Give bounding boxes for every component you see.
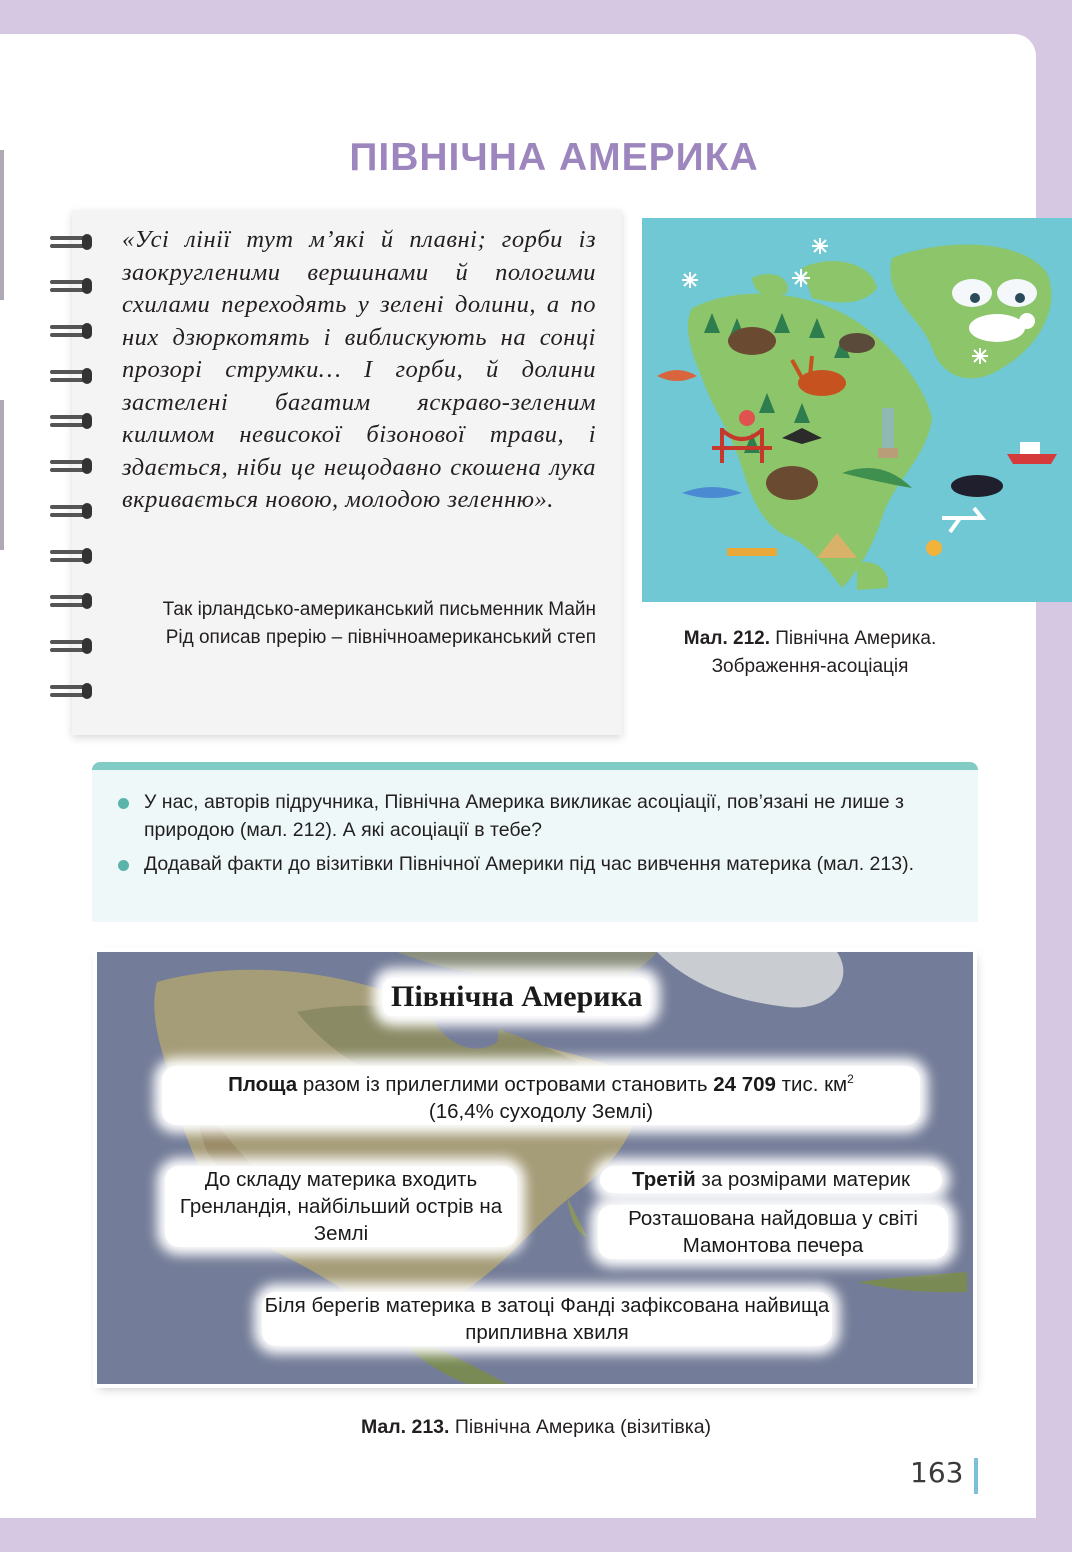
fact-greenland: До складу материка входить Гренландія, найбільший острів на Землі bbox=[165, 1166, 517, 1247]
left-edge-tab bbox=[0, 400, 4, 550]
figure-213-number: Мал. 213. bbox=[360, 1416, 450, 1438]
fact-area-share: (16,4% суходолу Землі) bbox=[428, 1099, 654, 1123]
bullet-icon bbox=[118, 860, 129, 871]
fact-fundy-tide: Біля берегів материка в затоці Фанді зафіксована найвища припливна хвиля bbox=[262, 1292, 832, 1346]
fact-area-unit: тис. км bbox=[781, 1072, 848, 1096]
task-item: Додавай факти до візитівки Північної Америки під час вивчення материка (мал. 213). bbox=[144, 853, 914, 875]
spiral-ring-icon bbox=[48, 321, 98, 341]
figure-212-caption bbox=[642, 625, 978, 681]
spiral-ring-icon bbox=[48, 636, 98, 656]
spiral-ring-icon bbox=[48, 232, 98, 252]
page-title: ПІВНІЧНА АМЕРИКА bbox=[349, 136, 759, 179]
fact-area-value: 24 709 bbox=[713, 1072, 776, 1096]
spiral-ring-icon bbox=[48, 681, 98, 701]
figure-213-caption bbox=[0, 1416, 1072, 1439]
page-number-accent-bar bbox=[974, 1458, 978, 1494]
quote-text: «Усі лінії тут м’які й плавні; горби із заокругленими вершинами й пологими схилами переходять у зелені долини, а по них дзюркотять і виблискують на сонці прозорі струмки… І горби, й долини застелені багатим яскраво-зеленим килимом невисокої бізонової трави, і здається, ніби це нещодавно скошена лука вкривається новою, молодою зеленню». bbox=[122, 226, 596, 513]
page-number: 163 bbox=[910, 1456, 964, 1489]
association-map-illustration bbox=[642, 218, 1072, 602]
fact-mammoth-cave: Розташована найдовша у світі Мамонтова печера bbox=[598, 1205, 948, 1259]
task-item: У нас, авторів підручника, Північна Америка викликає асоціації, пов’язані не лише з природою (мал. 212). А які асоціації в тебе? bbox=[144, 791, 904, 841]
fact-third-bold: Третій bbox=[631, 1168, 696, 1191]
figure-212-text: Північна Америка. Зображення-асоціація bbox=[711, 628, 937, 677]
figure-212-number: Мал. 212. bbox=[683, 628, 770, 649]
fact-third-largest bbox=[600, 1166, 942, 1193]
card-title: Північна Америка bbox=[383, 978, 650, 1016]
spiral-ring-icon bbox=[48, 276, 98, 296]
spiral-ring-icon bbox=[48, 591, 98, 611]
quote-attribution: Так ірландсько-американський письменник Майн Рід описав прерію – північноамериканський степ bbox=[162, 599, 596, 648]
fact-area bbox=[162, 1066, 920, 1125]
spiral-ring-icon bbox=[48, 366, 98, 386]
fact-third-rest: за розмірами материк bbox=[701, 1168, 911, 1191]
spiral-ring-icon bbox=[48, 546, 98, 566]
spiral-ring-icon bbox=[48, 501, 98, 521]
bullet-icon bbox=[118, 798, 129, 809]
spiral-ring-icon bbox=[48, 456, 98, 476]
fact-area-text: разом із прилеглими островами становить bbox=[302, 1072, 708, 1096]
fact-area-label: Площа bbox=[228, 1072, 298, 1096]
spiral-ring-icon bbox=[48, 411, 98, 431]
figure-213-text: Північна Америка (візитівка) bbox=[454, 1416, 712, 1438]
fact-area-unit-superscript: 2 bbox=[847, 1072, 854, 1086]
